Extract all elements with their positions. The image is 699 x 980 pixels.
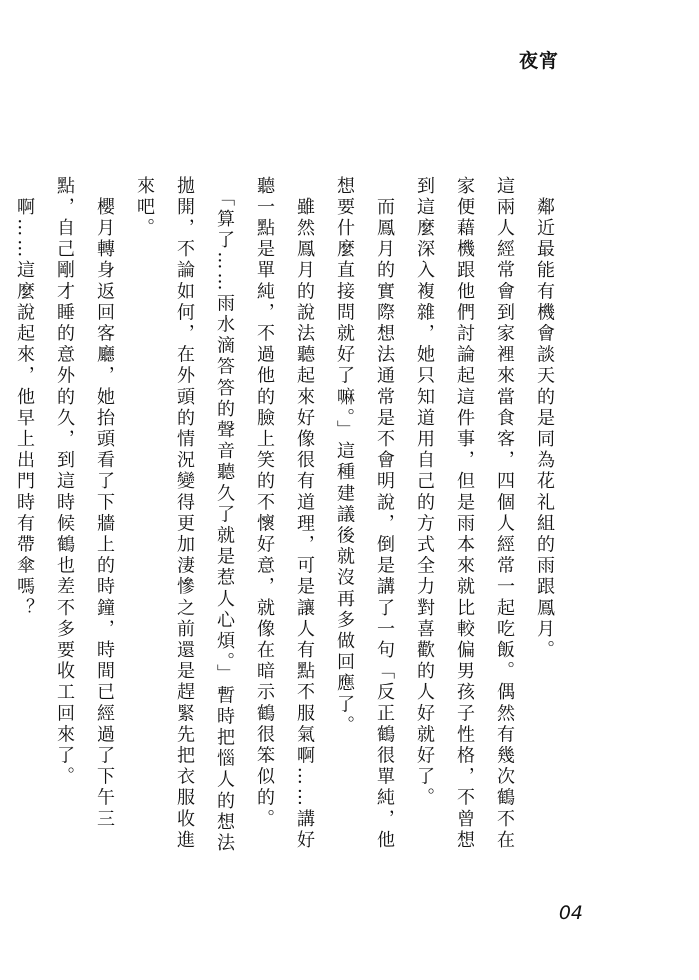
page-number: 04 [558,902,583,924]
paragraph-5: 「算了……雨水滴答答的聲音聽久了就是惹人心煩。」暫時把惱人的想法拋開，不論如何，在外頭的情況變得更加淒慘之前還是趕緊先把衣服收進來吧。 [134,176,235,855]
paragraph-3: 而鳳月的實際想法通常是不會明說，倒是講了一句「反正鶴很單純，他想要什麼直接問就好了嘛。」這種建議後就沒再多做回應了。 [334,176,395,852]
paragraph-8 [0,176,4,856]
chapter-title: 夜宵 [518,50,559,72]
paragraph-7: 啊……這麼說起來，他早上出門時有帶傘嗎？ [14,176,35,620]
body-text [14,176,564,856]
paragraph-2: 這兩人經常會到家裡來當食客，四個人經常一起吃飯。偶然有幾次鶴不在家便藉機跟他們討論起這件事，但是雨本來就比較偏男孩子性格，不曾想到這麼深入複雜，她只知道用自己的方式全力對喜歡的人好就好了。 [414,176,515,852]
paragraph-4: 雖然鳳月的說法聽起來好像很有道理，可是讓人有點不服氣啊……講好聽一點是單純，不過他的臉上笑的不懷好意，就像在暗示鶴很笨似的。 [254,176,315,852]
paragraph-6: 櫻月轉身返回客廳，她抬頭看了下牆上的時鐘，時間已經過了下午三點，自己剛才睡的意外的久，到這時候鶴也差不多要收工回來了。 [54,176,115,831]
paragraph-1: 鄰近最能有機會談天的是同為花礼組的雨跟鳳月。 [534,176,555,662]
